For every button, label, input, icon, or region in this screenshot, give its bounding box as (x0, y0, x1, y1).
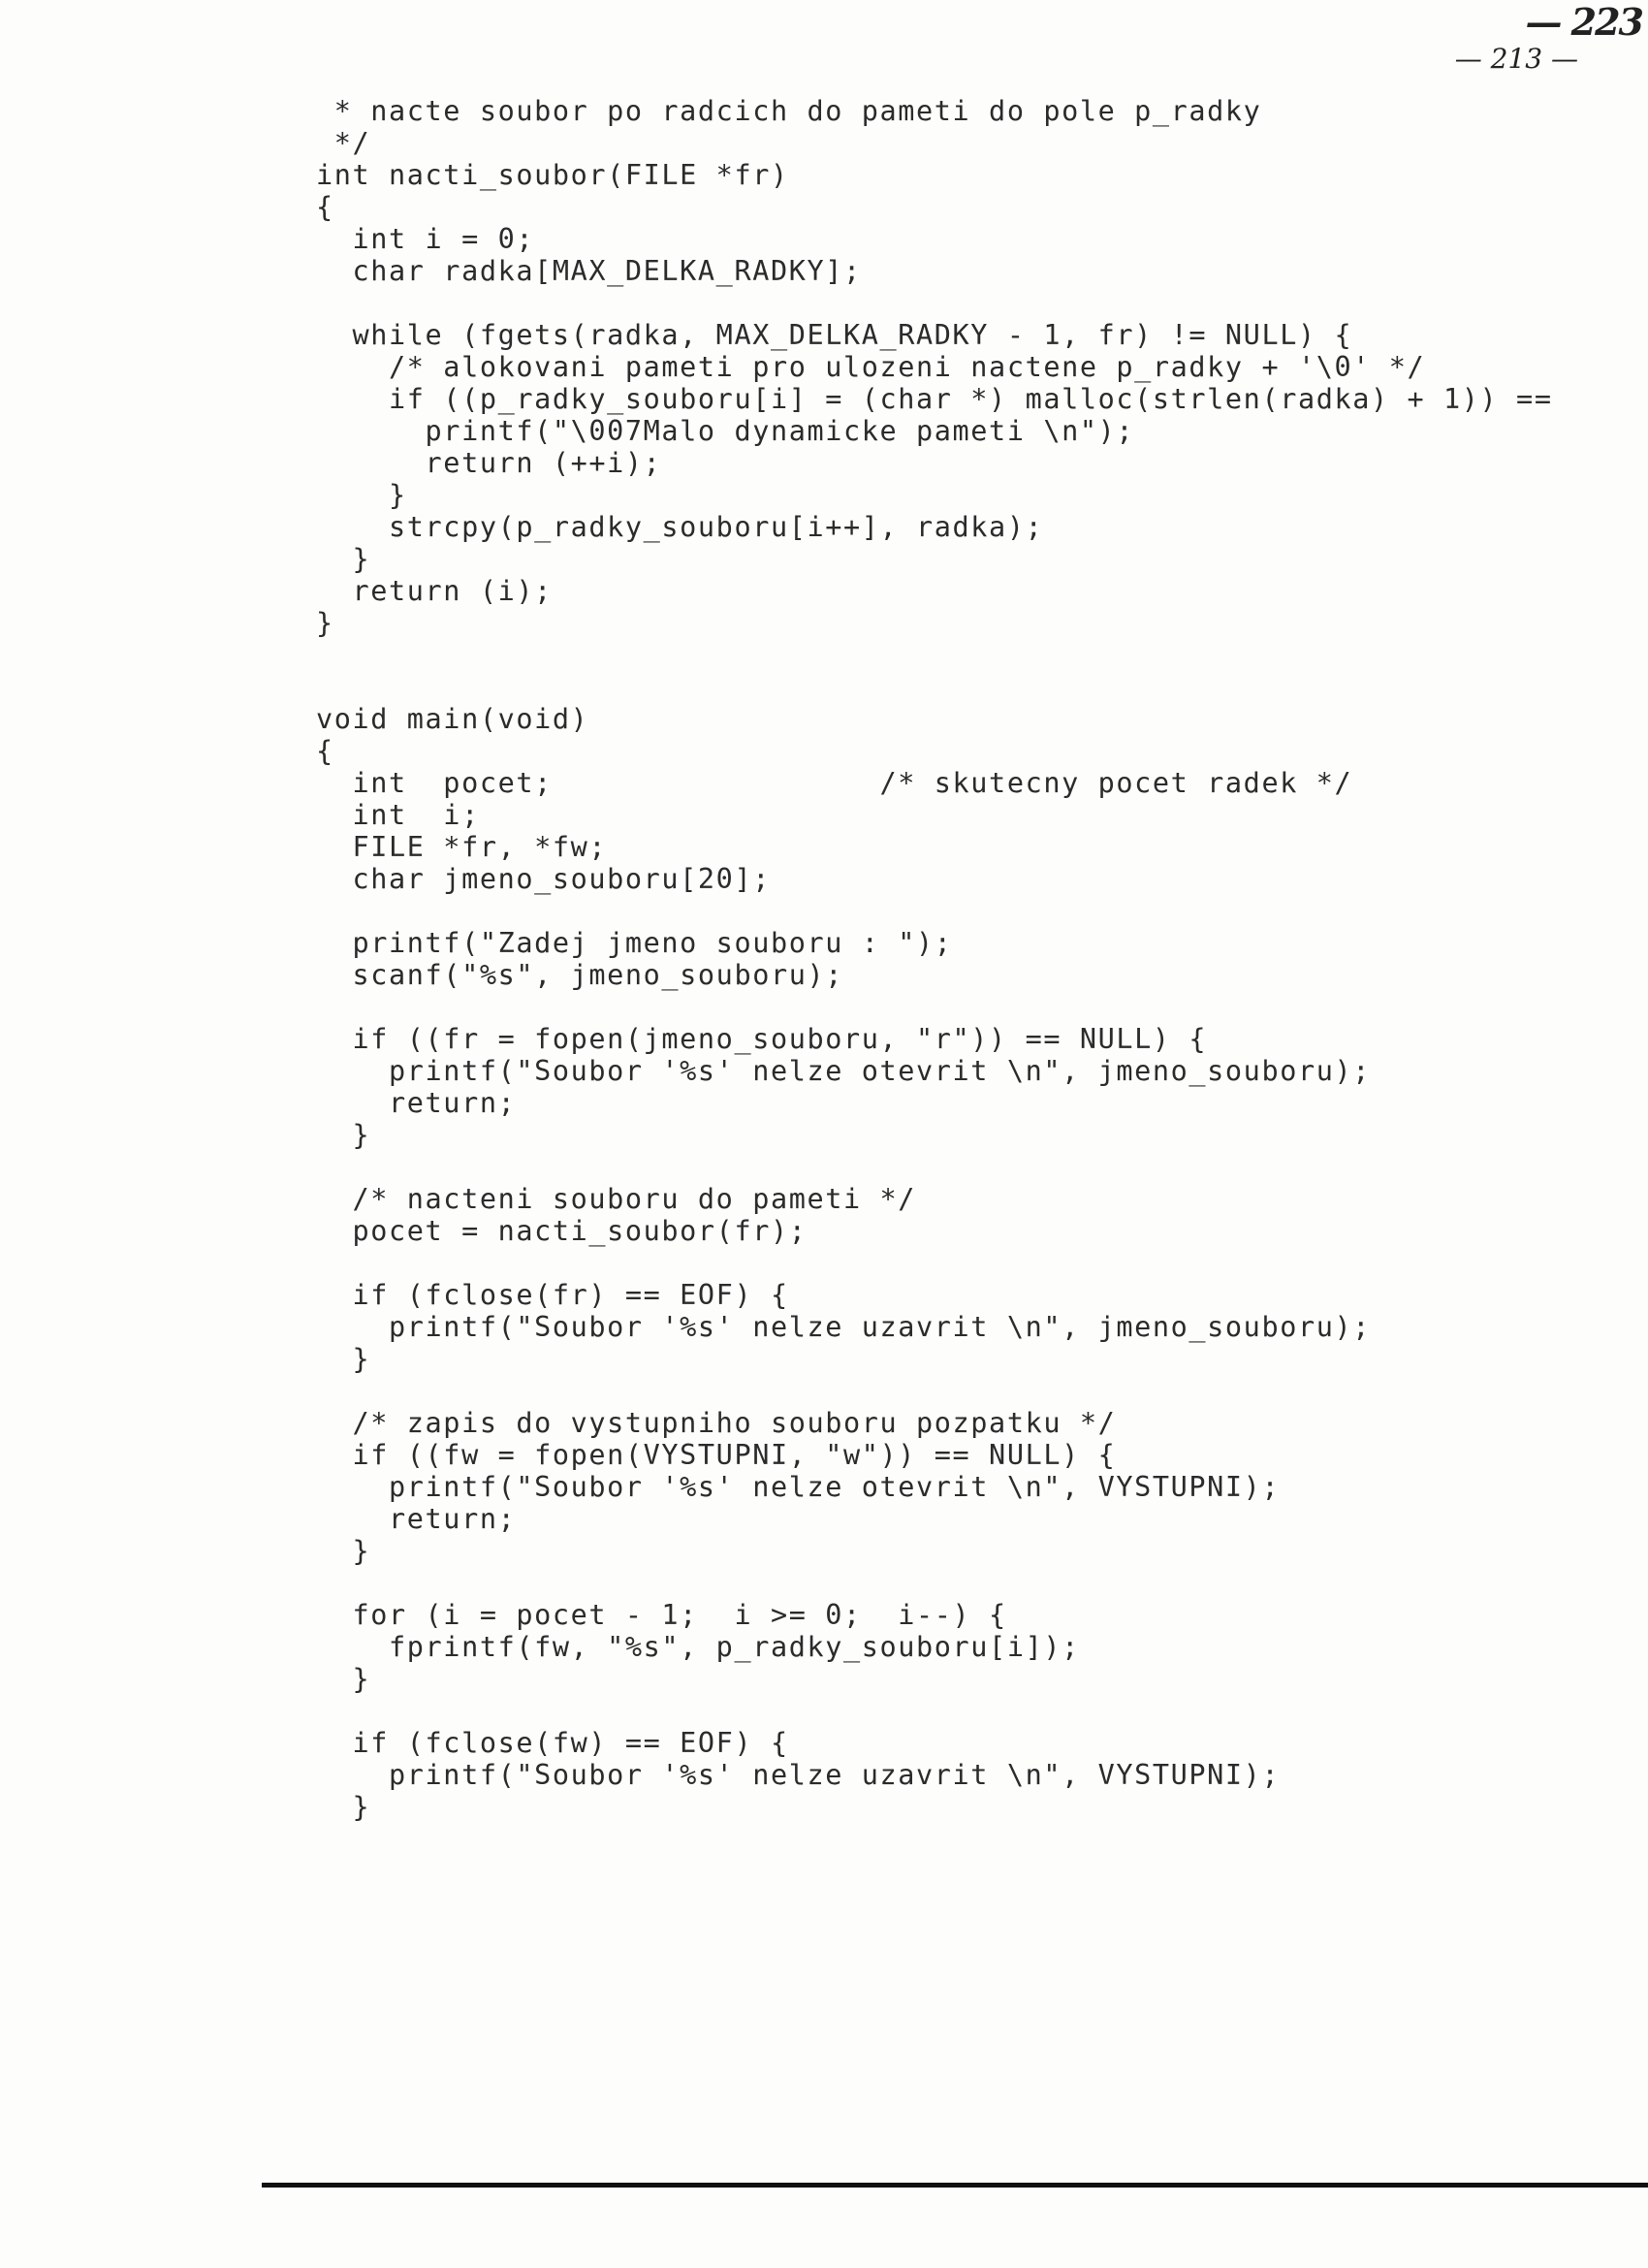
code-line: { (316, 191, 334, 223)
code-line: char jmeno_souboru[20]; (316, 863, 771, 895)
code-line: } (316, 1791, 371, 1823)
code-line: if ((fw = fopen(VYSTUPNI, "w")) == NULL) { (316, 1439, 1117, 1471)
code-line: printf("Soubor '%s' nelze uzavrit \n", jmeno_souboru); (316, 1311, 1371, 1343)
code-line: while (fgets(radka, MAX_DELKA_RADKY - 1, fr) != NULL) { (316, 319, 1353, 351)
code-line: { (316, 735, 334, 767)
code-line: void main(void) (316, 703, 589, 735)
code-line: if (fclose(fr) == EOF) { (316, 1279, 789, 1311)
code-line: printf("Soubor '%s' nelze otevrit \n", VYSTUPNI); (316, 1471, 1281, 1503)
code-line: int pocet; /* skutecny pocet radek */ (316, 767, 1353, 799)
code-line: return; (316, 1087, 517, 1119)
code-line: if (fclose(fw) == EOF) { (316, 1727, 789, 1759)
code-line: return; (316, 1503, 517, 1535)
code-line (316, 639, 1553, 671)
code-line: int i = 0; (316, 223, 535, 255)
code-line: char radka[MAX_DELKA_RADKY]; (316, 255, 862, 287)
code-line (316, 1151, 1553, 1183)
code-line: } (316, 1343, 371, 1375)
code-line (316, 895, 1553, 927)
code-line: /* nacteni souboru do pameti */ (316, 1183, 917, 1215)
code-line: * nacte soubor po radcich do pameti do pole p_radky (316, 95, 1262, 127)
code-line: } (316, 1535, 371, 1567)
code-line (316, 1695, 1553, 1727)
code-line (316, 1247, 1553, 1279)
code-line: int i; (316, 799, 480, 831)
page-number-secondary: — 213 — (1454, 43, 1578, 75)
code-line: printf("\007Malo dynamicke pameti \n"); (316, 415, 1135, 447)
code-line: return (i); (316, 575, 553, 607)
bottom-rule (262, 2183, 1648, 2188)
code-line (316, 991, 1553, 1023)
code-line: */ (316, 127, 371, 159)
code-line (316, 1567, 1553, 1599)
code-line: fprintf(fw, "%s", p_radky_souboru[i]); (316, 1631, 1080, 1663)
code-line: /* alokovani pameti pro ulozeni nactene p_radky + '\0' */ (316, 351, 1426, 383)
code-line: printf("Soubor '%s' nelze otevrit \n", jmeno_souboru); (316, 1055, 1371, 1087)
page-number-primary: — 223 (1525, 0, 1642, 44)
code-line: } (316, 1119, 371, 1151)
code-line: } (316, 1663, 371, 1695)
code-line: printf("Zadej jmeno souboru : "); (316, 927, 953, 959)
code-line: scanf("%s", jmeno_souboru); (316, 959, 843, 991)
code-line: } (316, 479, 407, 511)
code-line: /* zapis do vystupniho souboru pozpatku */ (316, 1407, 1117, 1439)
code-line: printf("Soubor '%s' nelze uzavrit \n", VYSTUPNI); (316, 1759, 1281, 1791)
code-line: if ((fr = fopen(jmeno_souboru, "r")) == NULL) { (316, 1023, 1208, 1055)
code-line: pocet = nacti_soubor(fr); (316, 1215, 808, 1247)
code-line: return (++i); (316, 447, 662, 479)
code-line: if ((p_radky_souboru[i] = (char *) malloc(strlen(radka) + 1)) == (316, 383, 1553, 415)
code-listing (316, 95, 1553, 1823)
code-line: for (i = pocet - 1; i >= 0; i--) { (316, 1599, 1007, 1631)
code-line: } (316, 543, 371, 575)
code-line (316, 671, 1553, 703)
code-line: } (316, 607, 334, 639)
code-line (316, 1375, 1553, 1407)
code-line (316, 287, 1553, 319)
code-line: strcpy(p_radky_souboru[i++], radka); (316, 511, 1044, 543)
code-line: int nacti_soubor(FILE *fr) (316, 159, 789, 191)
code-line: FILE *fr, *fw; (316, 831, 608, 863)
